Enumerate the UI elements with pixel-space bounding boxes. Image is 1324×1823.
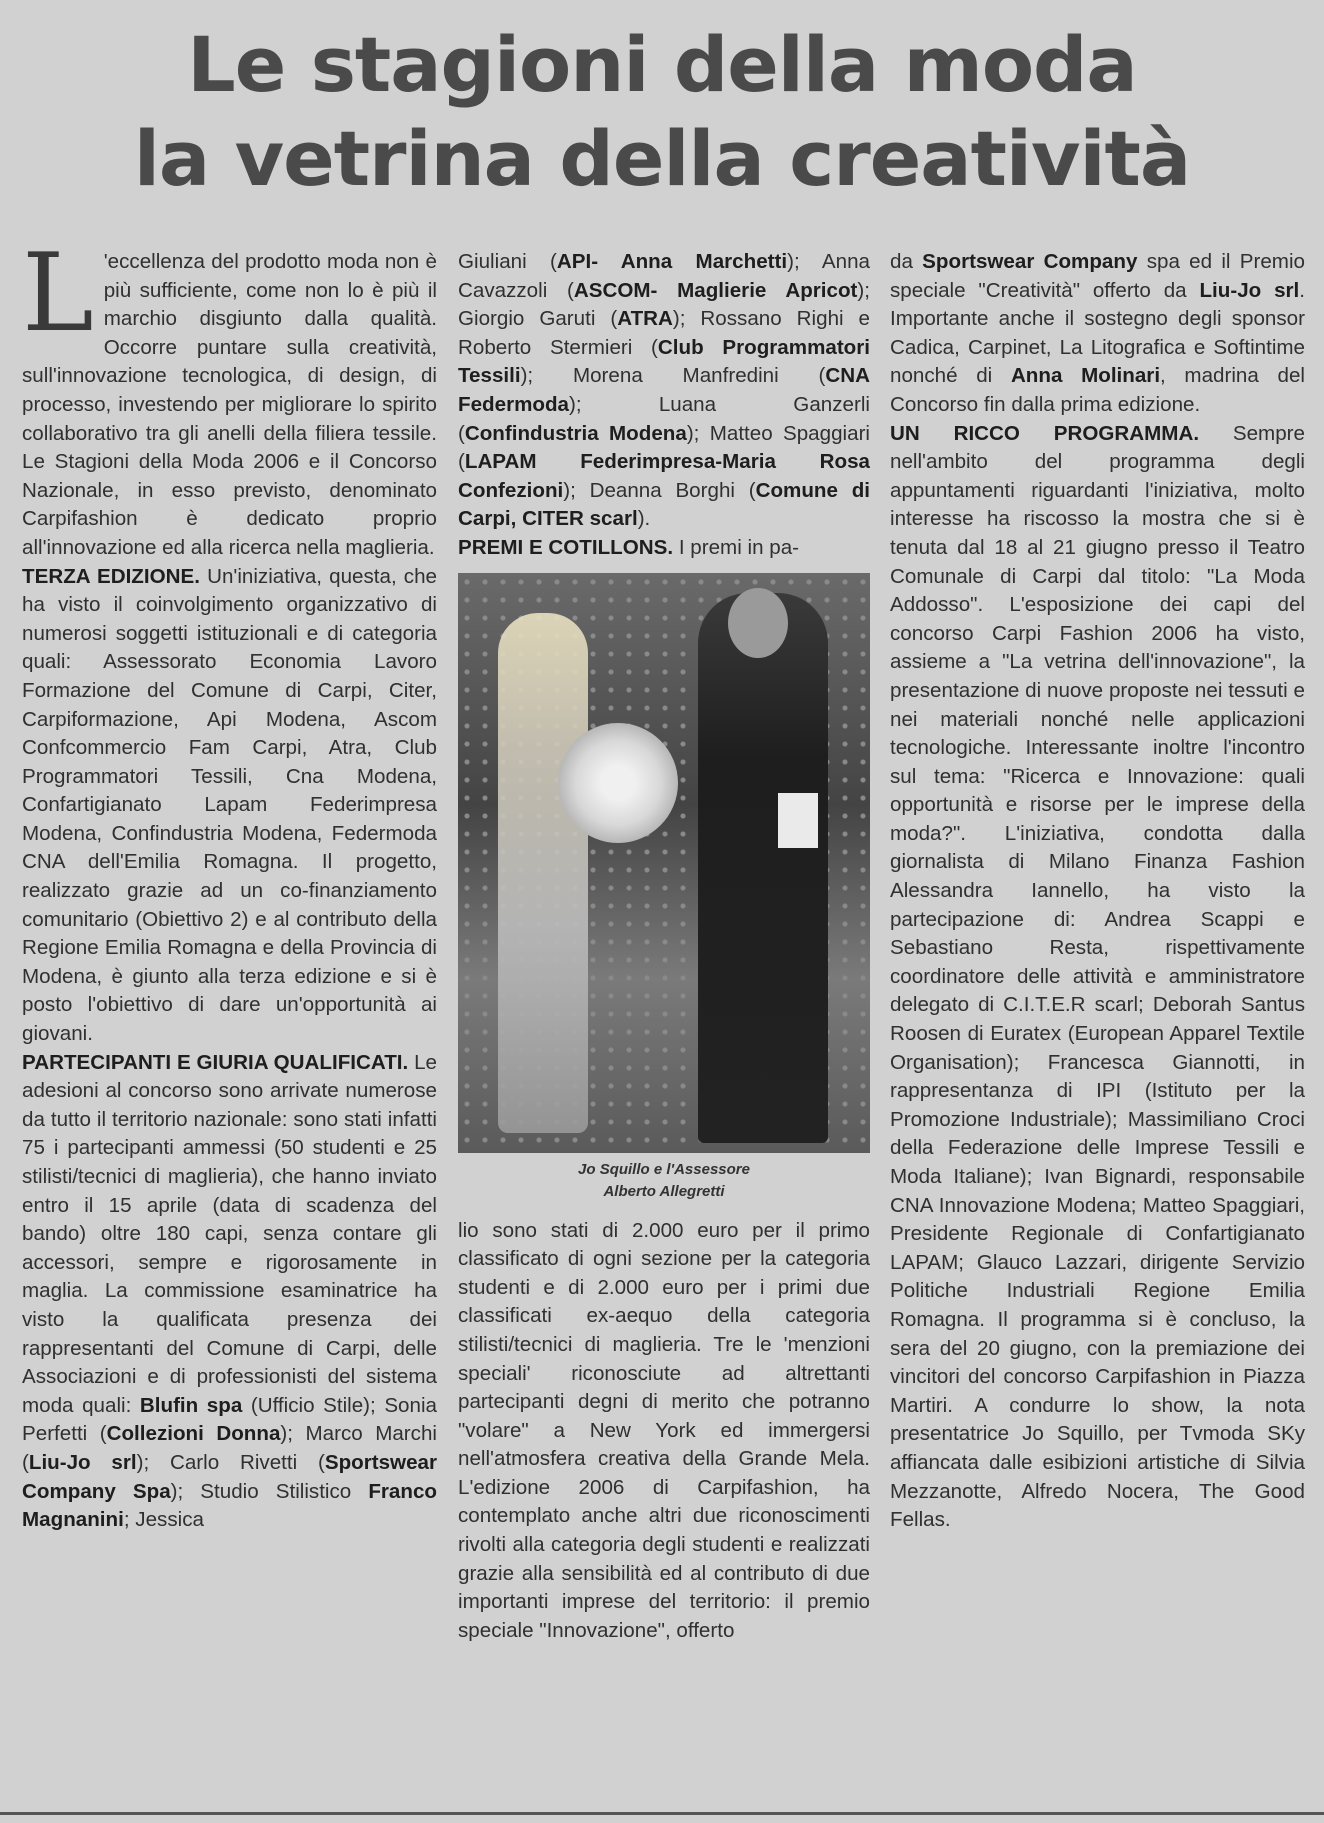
news-photo <box>458 573 870 1153</box>
giuria-list <box>458 248 870 534</box>
sponsor-text-b: spa ed il Premio speciale "Creatività" offerto da <box>890 250 1305 302</box>
giuria-text-e: ); Morena Manfredini ( <box>520 364 826 388</box>
photo-face <box>728 588 788 658</box>
partecipanti-text-d: ); Carlo Rivetti ( <box>136 1450 325 1474</box>
sponsor-text-c: . Importante anche il sostegno degli sponsor Cadica, Carpinet, La Litografica e Softintime nonché di <box>890 278 1305 388</box>
bold-sportswear: Sportswear Company Spa <box>22 1450 437 1503</box>
section-premi <box>458 534 870 563</box>
terza-edizione-text: Un'iniziativa, questa, che ha visto il coinvolgimento organizzativo di numerosi soggetti istituzionali e di categoria quali: Assessorato Economia Lavoro Formazione del Comune di Carpi, Citer, Carpiformazione, Api Modena, Ascom Confcommercio Fam Carpi, Atra, Club Programmatori Tessili, Cna Modena, Confartigianato Lapam Federimpresa Modena, Confindustria Modena, Federmoda CNA dell'Emilia Romagna. Il progetto, realizzato grazie ad un co-finanziamento comunitario (Obiettivo 2) e al contributo della Regione Emilia Romagna e della Provincia di Modena, è giunto alla terza edizione e si è posto l'obiettivo di dare un'opportunità ai giovani. <box>22 564 437 1046</box>
photo-figure-woman <box>498 613 588 1133</box>
giuria-text-g: ); Matteo Spaggiari ( <box>458 421 870 474</box>
headline-line-2: la vetrina della creatività <box>133 114 1191 203</box>
subhead-programma: UN RICCO PROGRAMMA. <box>890 421 1200 445</box>
bold-comune-carpi: Comune di Carpi, CITER scarl <box>458 478 870 531</box>
giuria-text-i: ). <box>637 507 651 531</box>
intro-text: 'eccellenza del prodotto moda non è più sufficiente, come non lo è più il marchio disgiunto dalla qualità. Occorre puntare sulla creatività, sull'innovazione tecnologica, di design, di processo, investendo per migliorare lo spirito collaborativo tra gli anelli della filiera tessile. Le Stagioni della Moda 2006 e il Concorso Nazionale, in esso previsto, denominato Carpifashion è dedicato proprio all'innovazione ed alla ricerca nella maglieria. <box>22 250 437 559</box>
section-programma <box>890 420 1305 1535</box>
bold-collezioni-donna: Collezioni Donna <box>106 1422 281 1446</box>
giuria-text-h: ); Deanna Borghi ( <box>563 478 756 502</box>
subhead-partecipanti: PARTECIPANTI E GIURIA QUALIFICATI. <box>22 1050 409 1074</box>
subhead-terza-edizione: TERZA EDIZIONE. <box>22 564 200 588</box>
giuria-text-b: ); Anna Cavazzoli ( <box>458 250 870 302</box>
bold-cna-federmoda: CNA Federmoda <box>458 364 870 416</box>
sponsor-text-d: , madrina del Concorso fin dalla prima edizione. <box>890 364 1305 416</box>
bold-atra: ATRA <box>617 307 673 331</box>
sponsor-text-a: da <box>890 250 923 273</box>
section-partecipanti <box>22 1049 437 1535</box>
bold-sportswear-company: Sportswear Company <box>922 250 1138 273</box>
bold-franco-magnanini: Franco Magnanini <box>22 1479 437 1532</box>
section-terza-edizione <box>22 563 437 1049</box>
partecipanti-text-f: ; Jessica <box>123 1508 204 1532</box>
bold-liu-jo-srl: Liu-Jo srl <box>1199 278 1300 302</box>
photo-figure-man <box>698 593 828 1143</box>
partecipanti-text-b: (Ufficio Stile); Sonia Perfetti ( <box>22 1393 437 1446</box>
sponsor-paragraph <box>890 248 1305 420</box>
giuria-text-d: ); Rossano Righi e Roberto Stermieri ( <box>458 307 870 359</box>
photo-caption <box>458 1159 870 1203</box>
photo-paper <box>778 793 818 848</box>
premi-continued: lio sono stati di 2.000 euro per il primo classificato di ogni sezione per la categoria studenti e di 2.000 euro per i primi due classificati ex-aequo della categoria stilisti/tecnici di maglieria. Tre le 'menzioni speciali' riconosciute ad altrettanti partecipanti degni di merito che potranno "volare" a New York ed immergersi nell'atmosfera creativa della Grande Mela. L'edizione 2006 di Carpifashion, ha contemplato anche altri due riconoscimenti rivolti alla categoria degli studenti e realizzati grazie alla sensibilità ed al contributo di due importanti imprese del territorio: il premio speciale "Innovazione", offerto <box>458 1218 870 1642</box>
column-3 <box>890 248 1305 1808</box>
intro-paragraph <box>22 248 437 563</box>
partecipanti-text-c: ); Marco Marchi ( <box>22 1422 437 1474</box>
bold-blufin: Blufin spa <box>139 1393 243 1417</box>
subhead-premi: PREMI E COTILLONS. <box>458 535 674 559</box>
premi-text-a: I premi in pa- <box>673 535 800 559</box>
caption-line-2: Alberto Allegretti <box>603 1182 725 1200</box>
bold-liu-jo: Liu-Jo srl <box>28 1450 137 1474</box>
headline-line-1: Le stagioni della moda <box>187 20 1137 109</box>
caption-line-1: Jo Squillo e l'Assessore <box>578 1160 750 1178</box>
bold-club-programmatori: Club Programmatori Tessili <box>458 335 870 388</box>
bold-anna-molinari: Anna Molinari <box>1010 364 1161 388</box>
headline <box>0 18 1324 206</box>
bottom-rule <box>0 1812 1324 1815</box>
giuria-text-f: ); Luana Ganzerli ( <box>458 392 870 445</box>
column-1 <box>22 248 437 1808</box>
bold-confindustria: Confindustria Modena <box>464 421 687 445</box>
giuria-text-a: Giuliani ( <box>458 250 557 273</box>
bold-lapam: LAPAM Federimpresa-Maria Rosa Confezioni <box>458 450 870 502</box>
bold-ascom: ASCOM- Maglierie Apricot <box>573 278 858 302</box>
programma-text: Sempre nell'ambito del programma degli appuntamenti riguardanti l'iniziativa, molto interesse ha riscosso la mostra che si è tenuta dal 18 al 21 giugno presso il Teatro Comunale di Carpi dal titolo: "La Moda Addosso". L'esposizione dei capi del concorso Carpi Fashion 2006 ha visto, assieme a "La vetrina dell'innovazione", la presentazione di nuove proposte nei tessuti e nei materiali nonché nelle applicazioni tecnologiche. Interessante inoltre l'incontro sul tema: "Ricerca e Innovazione: quali opportunità e risorse per le imprese della moda?". L'iniziativa, condotta dalla giornalista di Milano Finanza Fashion Alessandra Iannello, ha visto la partecipazione di: Andrea Scappi e Sebastiano Resta, rispettivamente coordinatore delle attività e amministratore delegato di C.I.T.E.R scarl; Deborah Santus Roosen di Euratex (European Apparel Textile Organisation); Francesca Giannotti, in rappresentanza di IPI (Istituto per la Promozione Industriale); Massimiliano Croci della Federazione delle Imprese Tessili e Moda Italiane); Ivan Bignardi, responsabile CNA Innovazione Modena; Matteo Spaggiari, Presidente Regionale di Confartigianato LAPAM; Glauco Lazzari, dirigente Servizio Politiche Industriali Regione Emilia Romagna. Il programma si è concluso, la sera del 20 giugno, con la premiazione dei vincitori del concorso Carpifashion in Piazza Martiri. A condurre lo show, la nota presentatrice Jo Squillo, per Tvmoda SKy affiancata dalle esibizioni artistiche di Silvia Mezzanotte, Alfredo Nocera, The Good Fellas. <box>890 421 1305 1532</box>
partecipanti-text-e: ); Studio Stilistico <box>170 1479 369 1503</box>
photo-bouquet <box>558 723 678 843</box>
bold-api: API- Anna Marchetti <box>556 250 788 273</box>
column-2 <box>458 248 870 1808</box>
partecipanti-text-a: Le adesioni al concorso sono arrivate numerose da tutto il territorio nazionale: sono stati infatti 75 i partecipanti ammessi (50 studenti e 25 stilisti/tecnici di maglieria), che hanno inviato entro il 15 aprile (data di scadenza del bando) oltre 180 capi, senza contare gli accessori, sempre e rigorosamente in maglia. La commissione esaminatrice ha visto la qualificata presenza dei rappresentanti del Comune di Carpi, delle Associazioni e di professionisti del sistema moda quali: <box>22 1050 437 1417</box>
giuria-text-c: ); Giorgio Garuti ( <box>458 278 870 331</box>
drop-cap: L <box>22 248 94 356</box>
